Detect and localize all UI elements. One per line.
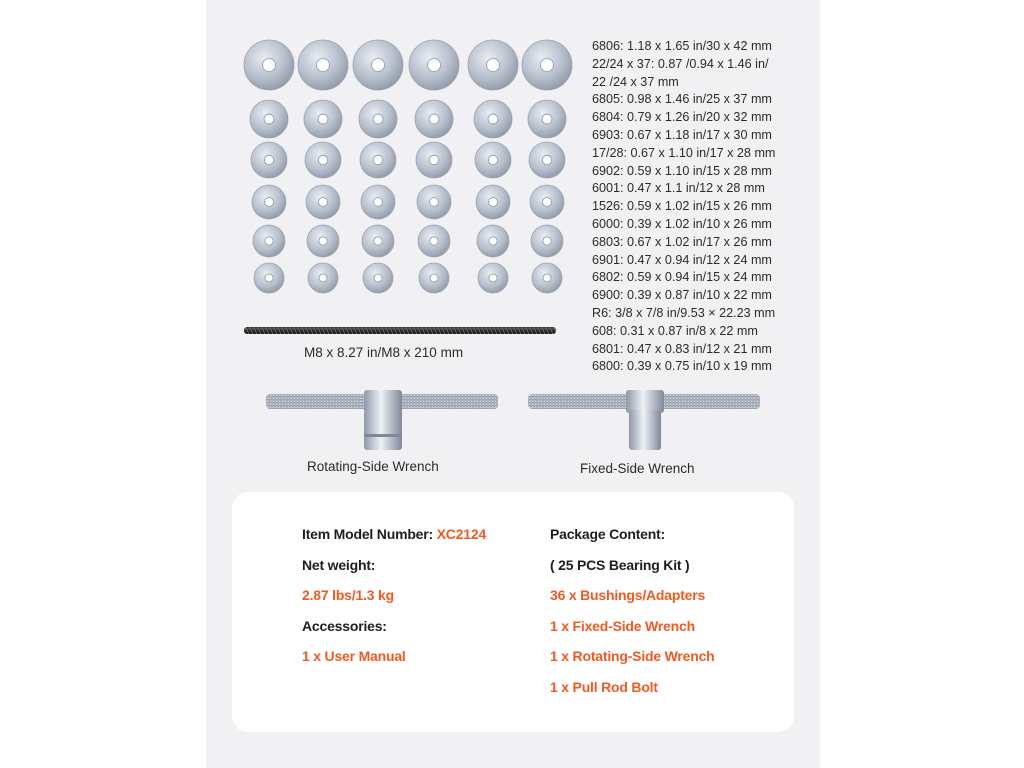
bushing-hole [263, 59, 276, 72]
bushing-hole [265, 198, 274, 207]
bushing-hole [543, 274, 551, 282]
bushing-hole [319, 274, 327, 282]
spec-item: 6801: 0.47 x 0.83 in/12 x 21 mm [592, 341, 772, 356]
spec-item: 6001: 0.47 x 1.1 in/12 x 28 mm [592, 181, 765, 196]
package-column [550, 522, 715, 705]
spec-item: R6: 3/8 x 7/8 in/9.53 × 22.23 mm [592, 305, 776, 320]
bushing-hole [488, 155, 497, 164]
bushing-hole [543, 237, 551, 245]
bushing-hole [264, 155, 273, 164]
spec-item: 6804: 0.79 x 1.26 in/20 x 32 mm [592, 110, 772, 125]
bushing-hole [374, 237, 382, 245]
spec-item: 6805: 0.98 x 1.46 in/25 x 37 mm [592, 92, 772, 107]
bushing-hole [428, 59, 441, 72]
bushing-hole [488, 114, 498, 124]
spec-item: 6800: 0.39 x 0.75 in/10 x 19 mm [592, 359, 772, 374]
spec-item: 6803: 0.67 x 1.02 in/17 x 26 mm [592, 234, 772, 249]
spec-item: 17/28: 0.67 x 1.10 in/17 x 28 mm [592, 145, 776, 160]
bushing-hole [372, 59, 385, 72]
accessories-value: 1 x User Manual [302, 648, 406, 664]
package-item: 1 x Fixed-Side Wrench [550, 617, 695, 634]
weight-value: 2.87 lbs/1.3 kg [302, 587, 394, 603]
spec-item: 22 /24 x 37 mm [592, 74, 679, 89]
bushing-hole [541, 59, 554, 72]
package-kit: ( 25 PCS Bearing Kit ) [550, 556, 690, 573]
bushing-hole [542, 155, 551, 164]
bushing-hole [429, 155, 438, 164]
spec-item: 22/24 x 37: 0.87 /0.94 x 1.46 in/ [592, 56, 769, 71]
bushing-hole [542, 114, 552, 124]
bushing-grid [206, 0, 586, 370]
weight-label: Net weight: [302, 556, 376, 573]
package-item: 36 x Bushings/Adapters [550, 587, 706, 603]
spec-item: 608: 0.31 x 0.87 in/8 x 22 mm [592, 323, 758, 338]
bushing-hole [373, 155, 382, 164]
bushing-hole [429, 114, 439, 124]
threaded-rod-icon [244, 327, 556, 334]
rotating-wrench-label: Rotating-Side Wrench [307, 459, 439, 474]
bushing-hole [374, 198, 383, 207]
spec-item: 6902: 0.59 x 1.10 in/15 x 28 mm [592, 163, 772, 178]
spec-item: 6900: 0.39 x 0.87 in/10 x 22 mm [592, 288, 772, 303]
package-item: 1 x Rotating-Side Wrench [550, 648, 715, 664]
bushing-hole [319, 198, 328, 207]
fixed-wrench-label: Fixed-Side Wrench [580, 461, 695, 476]
fixed-wrench-icon [528, 386, 760, 452]
rotating-wrench-icon [266, 386, 498, 452]
bushing-hole [430, 237, 438, 245]
spec-item: 6802: 0.59 x 0.94 in/15 x 24 mm [592, 270, 772, 285]
spec-item: 6000: 0.39 x 1.02 in/10 x 26 mm [592, 216, 772, 231]
bushing-hole [430, 274, 438, 282]
model-number: Item Model Number: XC2124 [302, 526, 487, 542]
bushing-hole [265, 237, 273, 245]
bushing-hole [318, 155, 327, 164]
bushing-hole [319, 237, 327, 245]
bushing-hole [374, 274, 382, 282]
package-label: Package Content: [550, 526, 666, 542]
bushing-hole [265, 274, 273, 282]
bushing-hole [543, 198, 552, 207]
bushing-hole [318, 114, 328, 124]
spec-item: 6903: 0.67 x 1.18 in/17 x 30 mm [592, 127, 772, 142]
spec-list [592, 38, 775, 376]
bushing-hole [317, 59, 330, 72]
bushing-hole [489, 274, 497, 282]
accessories-label: Accessories: [302, 617, 387, 634]
bushing-hole [487, 59, 500, 72]
bushing-hole [489, 237, 497, 245]
bushing-hole [264, 114, 274, 124]
rod-label: M8 x 8.27 in/M8 x 210 mm [304, 345, 464, 360]
bushing-hole [373, 114, 383, 124]
specs-card [232, 492, 794, 732]
product-panel [206, 0, 820, 768]
specs-left-column [302, 522, 486, 675]
spec-item: 6806: 1.18 x 1.65 in/30 x 42 mm [592, 39, 772, 53]
package-item: 1 x Pull Rod Bolt [550, 678, 658, 695]
spec-item: 6901: 0.47 x 0.94 in/12 x 24 mm [592, 252, 772, 267]
bushing-hole [430, 198, 439, 207]
spec-item: 1526: 0.59 x 1.02 in/15 x 26 mm [592, 199, 772, 214]
bushing-hole [489, 198, 498, 207]
